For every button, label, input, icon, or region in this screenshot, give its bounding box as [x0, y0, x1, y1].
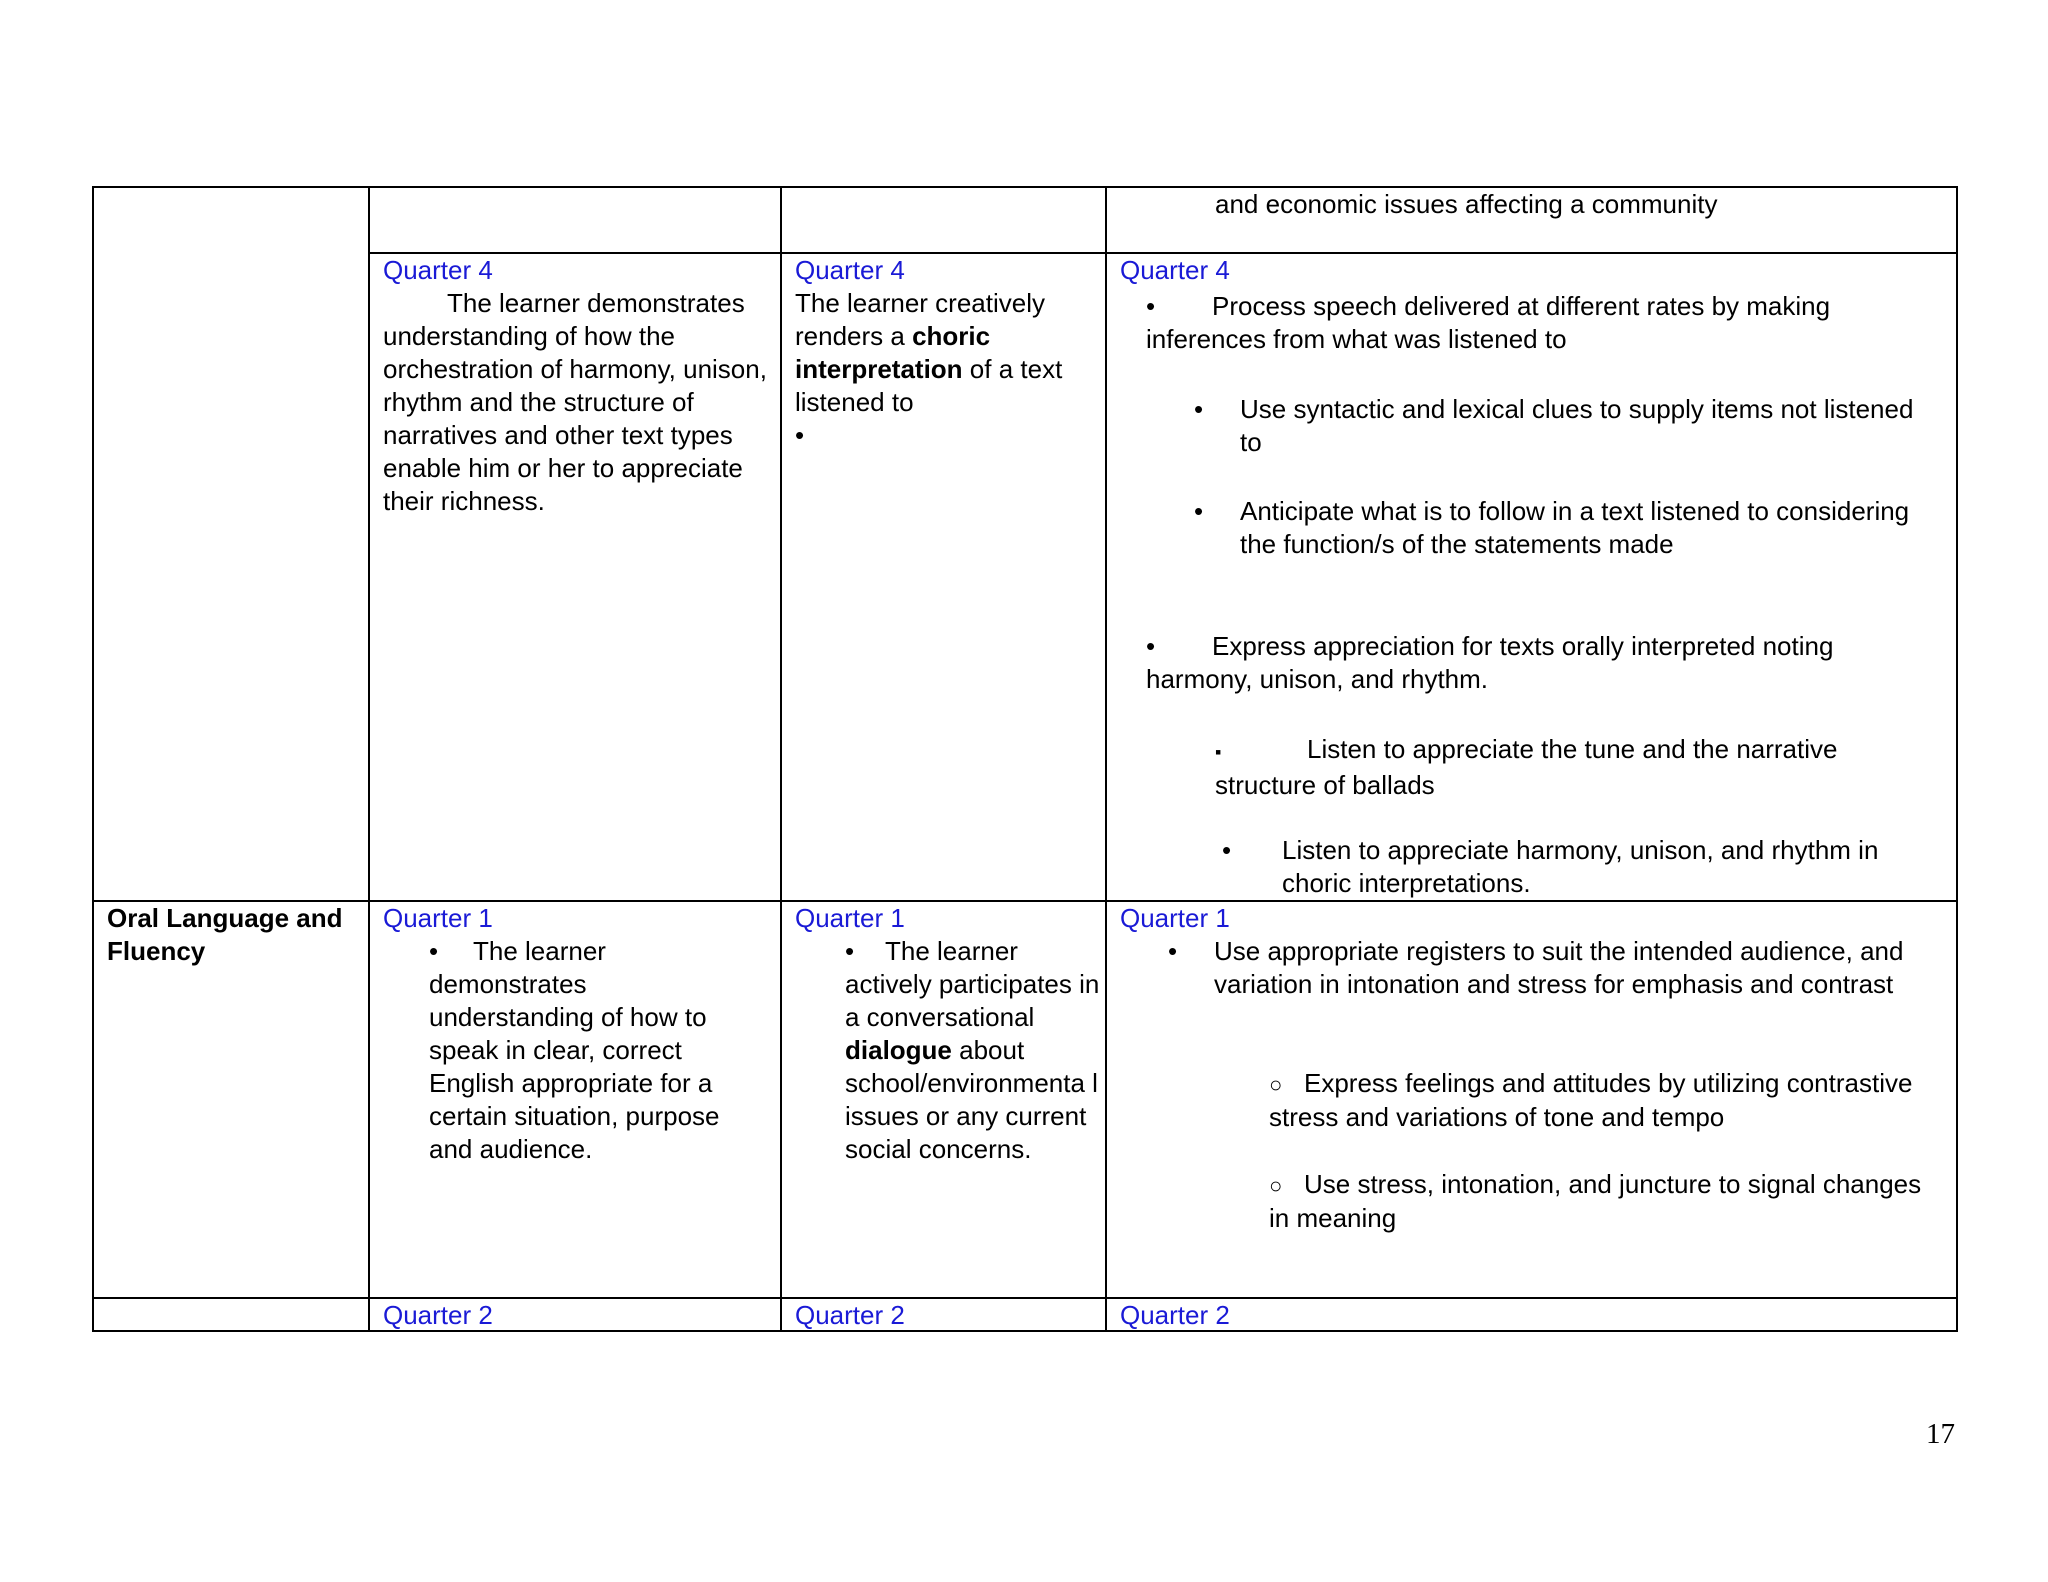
row2-col3-item-3: ○ Use stress, intonation, and juncture to signal changes in meaning [1269, 1169, 1922, 1233]
bullet-icon: • [1146, 631, 1156, 661]
row1-col1-cell [383, 254, 768, 518]
circle-bullet-icon: ○ [1269, 1072, 1283, 1097]
row2-col3-item-1: • Use appropriate registers to suit the intended audience, and variation in intonation and stress for emphasis and contrast [1168, 936, 1904, 999]
row1-col3-item-5: ▪ Listen to appreciate the tune and the narrative structure of ballads [1215, 734, 1838, 800]
row1-col3-item-2: • Use syntactic and lexical clues to supply items not listened to [1194, 394, 1914, 457]
row1-col2-cell [795, 254, 1100, 452]
row2-col3-cell [1120, 902, 1950, 1001]
row3-col1-quarter: Quarter 2 [383, 1300, 493, 1330]
row3-col3-quarter: Quarter 2 [1120, 1300, 1230, 1330]
row2-col2-text: The learner actively participates in a conversational dialogue about school/environmenta l issues or any current social concerns. [845, 936, 1100, 1164]
bullet-icon: • [1194, 496, 1204, 526]
row2-col2-cell [795, 902, 1100, 1166]
row1-col2-empty-bullet: • [795, 420, 805, 450]
row2-col2-quarter: Quarter 1 [795, 903, 905, 933]
row1-col3-item-6: • Listen to appreciate harmony, unison, and rhythm in choric interpretations. [1222, 835, 1879, 898]
row1-col3-item-1: • Process speech delivered at different rates by making inferences from what was listened to [1146, 291, 1831, 354]
bullet-icon: • [1146, 291, 1156, 321]
row2-col0-strand: Oral Language and Fluency [107, 903, 343, 966]
row2-col3-item-2: ○ Express feelings and attitudes by utilizing contrastive stress and variations of tone and tempo [1269, 1068, 1913, 1132]
page-number: 17 [1926, 1418, 1955, 1450]
row2-col3-quarter: Quarter 1 [1120, 903, 1230, 933]
row1-col2-quarter: Quarter 4 [795, 255, 905, 285]
row3-col2-quarter: Quarter 2 [795, 1300, 905, 1330]
row1-col3-item-4: • Express appreciation for texts orally interpreted noting harmony, unison, and rhythm. [1146, 631, 1834, 694]
row1-col1-text: The learner demonstrates understanding of how the orchestration of harmony, unison, rhythm and the structure of narratives and other text types enable him or her to appreciate their richness. [383, 288, 767, 516]
bullet-icon: • [1194, 394, 1204, 424]
row2-col1-text: The learner demonstrates understanding of how to speak in clear, correct English appropriate for a certain situation, purpose and audience. [429, 936, 720, 1164]
bullet-icon: • [1222, 835, 1232, 865]
row0-col3-text: and economic issues affecting a community [1215, 189, 1718, 219]
row1-col1-quarter: Quarter 4 [383, 255, 493, 285]
row1-col3-item-3: • Anticipate what is to follow in a text listened to considering the function/s of the statements made [1194, 496, 1910, 559]
row2-col1-cell [383, 902, 768, 1166]
square-bullet-icon: ▪ [1215, 742, 1222, 762]
circle-bullet-icon: ○ [1269, 1173, 1283, 1198]
bullet-icon: • [845, 936, 855, 966]
bullet-icon: • [429, 936, 439, 966]
row1-col2-text: The learner creatively renders a choric interpretation of a text listened to [795, 288, 1063, 417]
bullet-icon: • [1168, 936, 1178, 966]
row1-col3-quarter: Quarter 4 [1120, 255, 1230, 285]
row2-col1-quarter: Quarter 1 [383, 903, 493, 933]
